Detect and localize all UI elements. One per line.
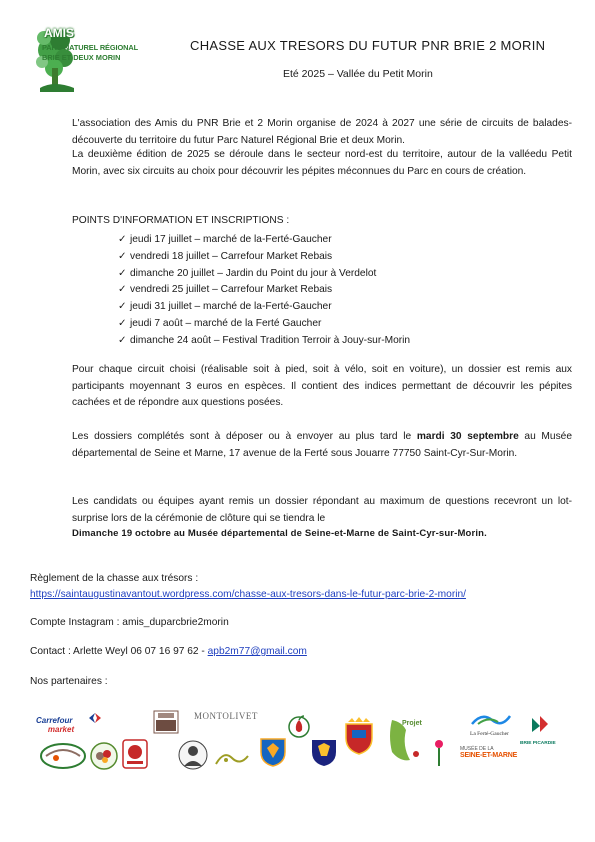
list-item bbox=[118, 299, 410, 316]
check-icon: ✓ bbox=[118, 284, 127, 296]
point-text: dimanche 24 août – Festival Tradition Terroir à Jouy-sur-Morin bbox=[130, 334, 411, 346]
contact-email-link[interactable]: apb2m77@gmail.com bbox=[207, 646, 307, 657]
intro-paragraph-2: La deuxième édition de 2025 se déroule dans le secteur nord-est du territoire, autour de la valléedu Petit Morin, avec six circuits au choix pour découvrir les pépites méconnues du Parc en cours de création. bbox=[72, 149, 572, 177]
logo-line-amis: AMIS bbox=[44, 26, 74, 40]
ferte-gaucher-label: La Ferté-Gaucher bbox=[470, 731, 509, 737]
restaurant-logo-icon bbox=[153, 710, 179, 734]
list-item bbox=[118, 316, 410, 333]
points-list bbox=[118, 232, 410, 350]
details-paragraph-3: Les candidats ou équipes ayant remis un dossier répondant au maximum de questions recevront un lot-surprise lors de la cérémonie de clôture qui se tiendra le bbox=[72, 496, 572, 524]
check-icon: ✓ bbox=[118, 267, 127, 279]
point-text: vendredi 18 juillet – Carrefour Market Rebais bbox=[130, 250, 333, 262]
check-icon: ✓ bbox=[118, 234, 127, 245]
heraldic-shield-icon bbox=[310, 738, 338, 768]
list-item bbox=[118, 333, 410, 350]
logo-line-brie: BRIE ET DEUX MORIN bbox=[42, 53, 121, 62]
list-item bbox=[118, 282, 410, 299]
local-products-badge-icon bbox=[121, 738, 149, 770]
carrefour-market-logo bbox=[36, 716, 86, 734]
point-text: jeudi 17 juillet – marché de la-Ferté-Gaucher bbox=[130, 234, 332, 245]
apple-logo-icon bbox=[286, 712, 312, 740]
page-title: CHASSE AUX TRESORS DU FUTUR PNR BRIE 2 MORIN bbox=[190, 38, 546, 53]
carrefour-wordmark: Carrefour bbox=[36, 716, 73, 725]
flower-logo-icon bbox=[432, 738, 446, 768]
projet-label: Projet bbox=[402, 720, 422, 727]
check-icon: ✓ bbox=[118, 301, 127, 313]
page-subtitle: Eté 2025 – Vallée du Petit Morin bbox=[283, 68, 433, 80]
details-paragraph-2 bbox=[72, 429, 572, 462]
instagram-line: Compte Instagram : amis_duparcbrie2morin bbox=[30, 617, 229, 628]
boucle-logo-icon bbox=[38, 740, 88, 772]
musee-label: MUSÉE DE LA bbox=[460, 746, 494, 752]
reglement-label: Règlement de la chasse aux trésors : bbox=[30, 573, 199, 584]
ceremony-line: Dimanche 19 octobre au Musée départemental de Seine-et-Marne de Saint-Cyr-sur-Morin. bbox=[72, 528, 487, 539]
check-icon: ✓ bbox=[118, 317, 127, 329]
contact-prefix: Contact : Arlette Weyl 06 07 16 97 62 - bbox=[30, 646, 208, 657]
credit-agricole-label: BRIE PICARDIE bbox=[520, 741, 556, 746]
contact-line bbox=[30, 646, 307, 657]
seine-et-marne-label: SEINE-ET-MARNE bbox=[460, 752, 518, 759]
credit-agricole-logo bbox=[520, 714, 560, 746]
deadline-text-before: Les dossiers complétés sont à déposer ou à envoyer au plus tard le bbox=[72, 431, 417, 442]
projet-pnr-logo bbox=[386, 716, 426, 764]
list-item bbox=[118, 249, 410, 266]
montolivet-logo: MONTOLIVET bbox=[194, 711, 258, 721]
town-coat-of-arms-icon bbox=[258, 736, 288, 768]
partners-label: Nos partenaires : bbox=[30, 676, 108, 687]
ferte-gaucher-logo bbox=[470, 712, 512, 737]
points-heading: POINTS D'INFORMATION ET INSCRIPTIONS : bbox=[72, 215, 290, 226]
check-icon: ✓ bbox=[118, 334, 127, 346]
point-text: dimanche 20 juillet – Jardin du Point du jour à Verdelot bbox=[130, 267, 377, 279]
intro-paragraph-1: L'association des Amis du PNR Brie et 2 Morin organise de 2024 à 2027 une série de circuits de balades-découverte du territoire du futur Parc Naturel Régional Brie et deux Morin. bbox=[72, 118, 572, 146]
ferte-gaucher-icon bbox=[470, 712, 512, 726]
portrait-logo-icon bbox=[178, 738, 208, 772]
musee-seine-et-marne-logo bbox=[460, 746, 516, 759]
market-wordmark: market bbox=[47, 725, 75, 734]
vineyard-logo-icon bbox=[214, 746, 250, 768]
point-text: jeudi 7 août – marché de la Ferté Gaucher bbox=[130, 317, 322, 329]
point-text: jeudi 31 juillet – marché de la-Ferté-Gaucher bbox=[130, 301, 332, 313]
list-item bbox=[118, 232, 410, 249]
credit-agricole-icon bbox=[528, 714, 552, 736]
terroir-badge-icon bbox=[90, 742, 118, 770]
details-paragraph-1: Pour chaque circuit choisi (réalisable soit à pied, soit à vélo, soit en voiture), un dossier est remis aux participants moyennant 3 euros en espèces. Il contient des indices permettant de découvrir les pépites cachées et de répondre aux questions posées. bbox=[72, 364, 572, 409]
logo-line-parc: PARC NATUREL RÉGIONAL bbox=[42, 43, 139, 52]
point-text: vendredi 25 juillet – Carrefour Market Rebais bbox=[130, 284, 333, 296]
check-icon: ✓ bbox=[118, 250, 127, 262]
carrefour-symbol-icon bbox=[88, 712, 102, 724]
reglement-link[interactable]: https://saintaugustinavantout.wordpress.com/chasse-aux-tresors-dans-le-futur-parc-brie-2-morin/ bbox=[30, 589, 466, 600]
deadline-date: mardi 30 septembre bbox=[416, 431, 519, 442]
list-item bbox=[118, 266, 410, 283]
crowned-crest-icon bbox=[342, 716, 376, 756]
deadline-text-after: au Musée départemental de Seine et Marne, 17 avenue de la Ferté sous Jouarre 77750 Saint-Cyr-Sur-Morin. bbox=[72, 431, 572, 459]
